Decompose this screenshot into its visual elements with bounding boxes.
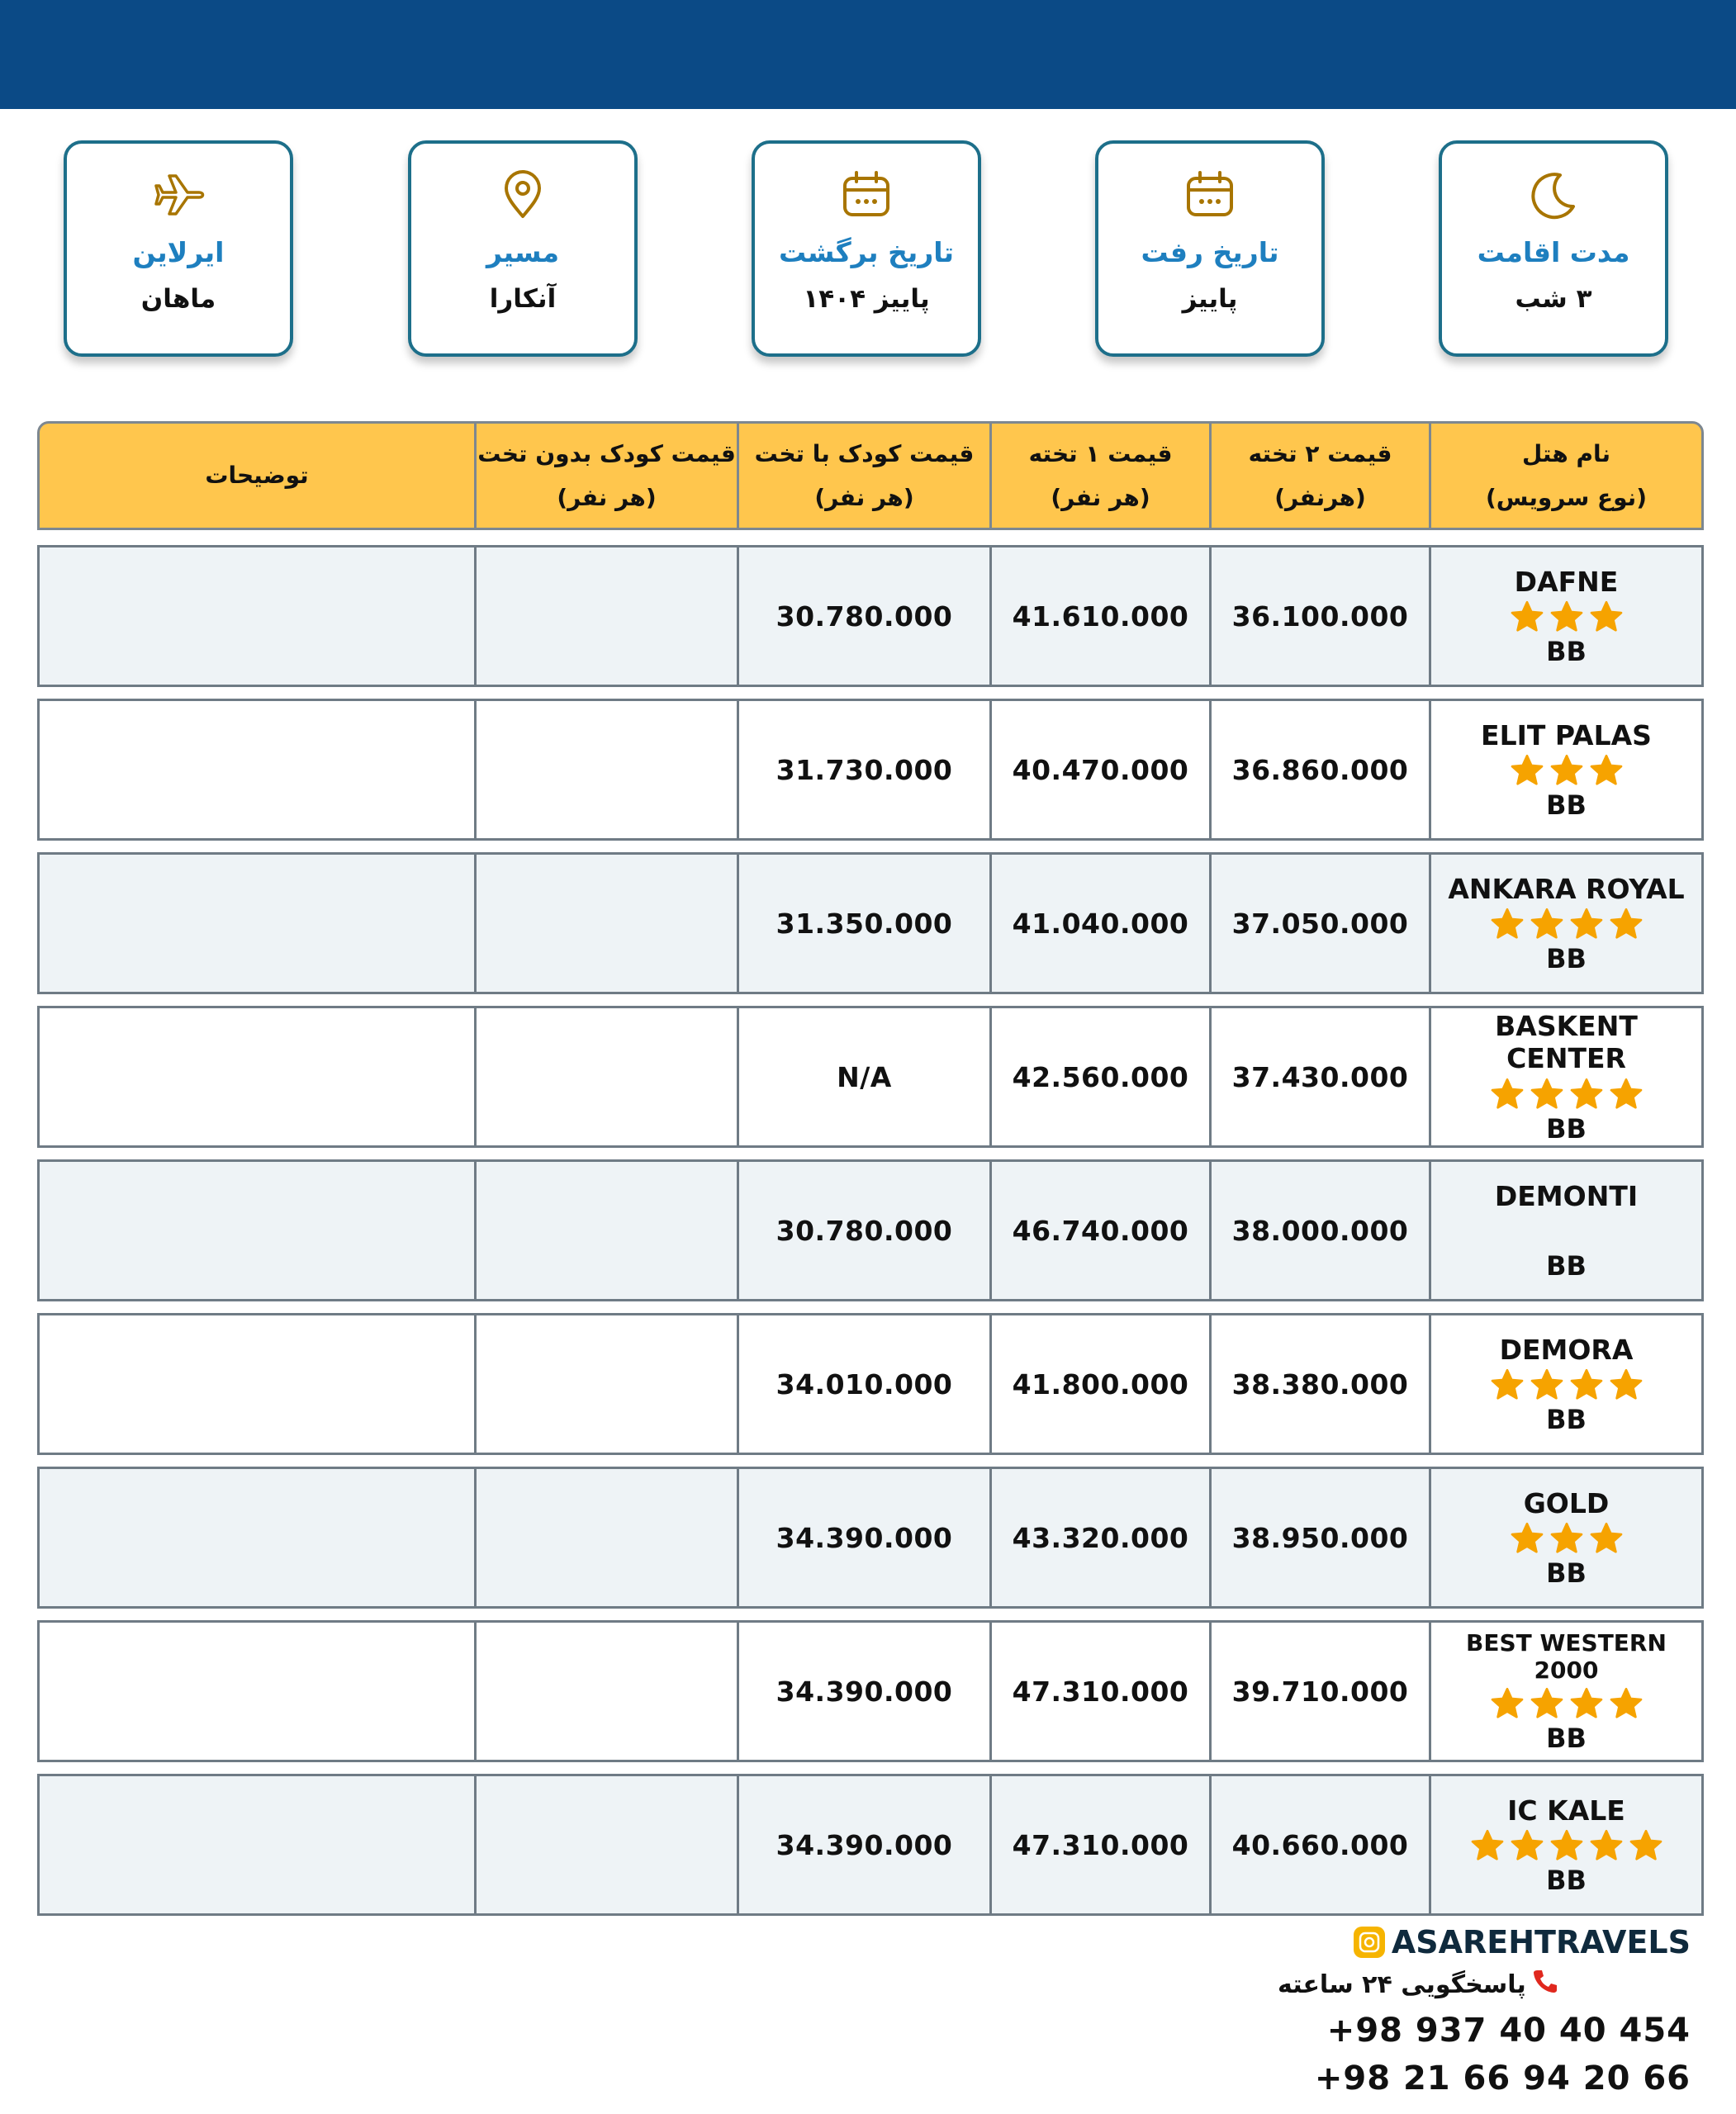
card-label: تاریخ برگشت bbox=[778, 236, 955, 268]
price-value: N/A bbox=[837, 1060, 892, 1093]
header-text: توضیحات bbox=[205, 462, 309, 490]
header-text: قیمت ۱ تخته bbox=[1028, 439, 1173, 467]
card-value: پاییز ۱۴۰۴ bbox=[803, 284, 930, 314]
star-icon bbox=[1608, 1367, 1644, 1404]
cell-price-double bbox=[1209, 547, 1429, 685]
support-text: پاسخگویی ۲۴ ساعته bbox=[1278, 1969, 1526, 1999]
header-text: قیمت کودک با تخت bbox=[754, 439, 975, 467]
star-icon bbox=[1509, 600, 1545, 636]
cell-child-no-bed bbox=[474, 1469, 737, 1606]
board-type: BB bbox=[1546, 1113, 1587, 1145]
cell-child-no-bed bbox=[474, 1776, 737, 1913]
header-child-no-bed bbox=[474, 424, 737, 528]
table-row bbox=[37, 1467, 1704, 1609]
header-subtext: (هر نفر) bbox=[557, 484, 657, 511]
price-value: 30.780.000 bbox=[776, 600, 953, 633]
cell-price-single bbox=[989, 855, 1209, 992]
cell-child-no-bed bbox=[474, 1008, 737, 1145]
price-value: 41.610.000 bbox=[1012, 600, 1189, 633]
star-icon bbox=[1568, 907, 1605, 943]
hotel-name: IC KALE bbox=[1507, 1794, 1625, 1827]
hotel-name: ANKARA ROYAL bbox=[1448, 872, 1685, 905]
cell-notes bbox=[40, 1623, 474, 1760]
top-banner bbox=[0, 0, 1736, 109]
price-value: 31.730.000 bbox=[776, 753, 953, 786]
cell-hotel bbox=[1429, 855, 1701, 992]
board-type: BB bbox=[1546, 943, 1587, 975]
price-value: 42.560.000 bbox=[1012, 1060, 1189, 1093]
calendar-icon bbox=[1098, 168, 1321, 226]
card-airline bbox=[64, 140, 293, 357]
phone-number-landline[interactable]: +98 21 66 94 20 66 bbox=[1314, 2059, 1691, 2097]
star-icon bbox=[1608, 1077, 1644, 1113]
cell-child-no-bed bbox=[474, 1162, 737, 1299]
cell-hotel bbox=[1429, 1776, 1701, 1913]
phone-icon bbox=[1531, 1967, 1559, 2002]
price-value: 41.800.000 bbox=[1012, 1367, 1189, 1401]
cell-child-no-bed bbox=[474, 1315, 737, 1453]
cell-price-single bbox=[989, 1469, 1209, 1606]
star-icon bbox=[1549, 753, 1585, 789]
cell-child-with-bed bbox=[737, 1315, 989, 1453]
card-return-date bbox=[752, 140, 981, 357]
price-value: 40.470.000 bbox=[1012, 753, 1189, 786]
price-value: 38.380.000 bbox=[1231, 1367, 1409, 1401]
price-value: 38.000.000 bbox=[1231, 1214, 1409, 1247]
cell-notes bbox=[40, 1162, 474, 1299]
star-icon bbox=[1489, 1367, 1525, 1404]
header-subtext: (هرنفر) bbox=[1274, 484, 1366, 511]
star-icon bbox=[1588, 600, 1625, 636]
star-icon bbox=[1489, 1686, 1525, 1723]
card-departure-date bbox=[1095, 140, 1325, 357]
table-row bbox=[37, 1774, 1704, 1916]
board-type: BB bbox=[1546, 636, 1587, 668]
star-rating bbox=[1489, 1075, 1644, 1115]
price-value: 34.010.000 bbox=[776, 1367, 953, 1401]
cell-child-with-bed bbox=[737, 1623, 989, 1760]
cell-price-double bbox=[1209, 1315, 1429, 1453]
star-icon bbox=[1568, 1367, 1605, 1404]
cell-price-single bbox=[989, 1623, 1209, 1760]
hotel-name: GOLD bbox=[1523, 1486, 1610, 1519]
cell-child-with-bed bbox=[737, 701, 989, 838]
cell-hotel bbox=[1429, 1162, 1701, 1299]
header-subtext: (نوع سرویس) bbox=[1486, 484, 1647, 511]
board-type: BB bbox=[1546, 1723, 1587, 1754]
cell-price-double bbox=[1209, 701, 1429, 838]
star-icon bbox=[1509, 1521, 1545, 1557]
cell-price-double bbox=[1209, 1776, 1429, 1913]
table-row bbox=[37, 852, 1704, 994]
cell-child-with-bed bbox=[737, 1162, 989, 1299]
star-icon bbox=[1529, 1686, 1565, 1723]
star-icon bbox=[1588, 753, 1625, 789]
brand bbox=[1278, 1924, 1691, 1960]
cell-notes bbox=[40, 1776, 474, 1913]
star-rating bbox=[1509, 1519, 1625, 1559]
cell-child-with-bed bbox=[737, 1008, 989, 1145]
table-row bbox=[37, 1620, 1704, 1762]
cell-child-no-bed bbox=[474, 547, 737, 685]
cell-child-with-bed bbox=[737, 547, 989, 685]
hotel-name: BEST WESTERN 2000 bbox=[1466, 1628, 1667, 1685]
header-price-single bbox=[989, 424, 1209, 528]
board-type: BB bbox=[1546, 1404, 1587, 1436]
header-subtext: (هر نفر) bbox=[814, 484, 914, 511]
star-rating bbox=[1489, 1685, 1644, 1724]
header-price-double bbox=[1209, 424, 1429, 528]
cell-hotel bbox=[1429, 1315, 1701, 1453]
cell-price-double bbox=[1209, 1008, 1429, 1145]
star-icon bbox=[1549, 1828, 1585, 1865]
price-value: 40.660.000 bbox=[1231, 1828, 1409, 1861]
cell-hotel bbox=[1429, 1469, 1701, 1606]
cell-price-single bbox=[989, 1162, 1209, 1299]
cell-hotel bbox=[1429, 1623, 1701, 1760]
price-value: 41.040.000 bbox=[1012, 907, 1189, 940]
star-icon bbox=[1628, 1828, 1664, 1865]
star-icon bbox=[1489, 1077, 1525, 1113]
star-icon bbox=[1509, 753, 1545, 789]
cell-price-single bbox=[989, 701, 1209, 838]
header-subtext: (هر نفر) bbox=[1051, 484, 1150, 511]
price-value: 34.390.000 bbox=[776, 1828, 953, 1861]
star-icon bbox=[1588, 1521, 1625, 1557]
header-text: قیمت ۲ تخته bbox=[1248, 439, 1392, 467]
card-value: پاییز bbox=[1182, 284, 1238, 314]
cell-hotel bbox=[1429, 701, 1701, 838]
header-notes bbox=[40, 424, 474, 528]
star-icon bbox=[1588, 1828, 1625, 1865]
cell-notes bbox=[40, 701, 474, 838]
table-row bbox=[37, 545, 1704, 687]
cell-child-no-bed bbox=[474, 855, 737, 992]
card-label: ایرلاین bbox=[132, 236, 225, 268]
star-rating bbox=[1469, 1827, 1664, 1866]
phone-number-mobile[interactable]: +98 937 40 40 454 bbox=[1326, 2012, 1691, 2050]
board-type: BB bbox=[1546, 1865, 1587, 1897]
star-icon bbox=[1529, 1077, 1565, 1113]
star-icon bbox=[1549, 1521, 1585, 1557]
card-label: مدت اقامت bbox=[1477, 236, 1630, 268]
table-row bbox=[37, 1006, 1704, 1148]
price-value: 43.320.000 bbox=[1012, 1521, 1189, 1554]
star-icon bbox=[1608, 907, 1644, 943]
cell-price-double bbox=[1209, 1469, 1429, 1606]
star-rating bbox=[1509, 598, 1625, 638]
table-row bbox=[37, 1313, 1704, 1455]
card-value: ۳ شب bbox=[1515, 284, 1592, 314]
cell-price-single bbox=[989, 1008, 1209, 1145]
cell-child-with-bed bbox=[737, 855, 989, 992]
star-icon bbox=[1568, 1686, 1605, 1723]
price-value: 47.310.000 bbox=[1012, 1828, 1189, 1861]
star-rating bbox=[1509, 751, 1625, 791]
card-value: آنکارا bbox=[489, 284, 557, 314]
star-icon bbox=[1568, 1077, 1605, 1113]
board-type: BB bbox=[1546, 1557, 1587, 1590]
cell-price-single bbox=[989, 1776, 1209, 1913]
cell-price-double bbox=[1209, 1162, 1429, 1299]
table-row bbox=[37, 1159, 1704, 1301]
cell-hotel bbox=[1429, 547, 1701, 685]
support-line bbox=[1278, 1967, 1691, 2002]
price-value: 36.100.000 bbox=[1231, 600, 1409, 633]
card-value: ماهان bbox=[140, 284, 216, 314]
cell-notes bbox=[40, 1008, 474, 1145]
location-pin-icon bbox=[411, 168, 634, 226]
cell-child-no-bed bbox=[474, 701, 737, 838]
footer-contact bbox=[1278, 1924, 1691, 2097]
header-text: قیمت کودک بدون تخت bbox=[477, 439, 736, 467]
hotel-name: ELIT PALAS bbox=[1481, 718, 1652, 751]
table-header bbox=[37, 421, 1704, 530]
cell-notes bbox=[40, 547, 474, 685]
star-rating bbox=[1489, 905, 1644, 945]
hotel-name: BASKENT CENTER bbox=[1495, 1009, 1638, 1075]
hotel-name: DEMONTI bbox=[1494, 1179, 1639, 1212]
table-row bbox=[37, 699, 1704, 841]
price-value: 37.430.000 bbox=[1231, 1060, 1409, 1093]
price-value: 34.390.000 bbox=[776, 1521, 953, 1554]
header-text: نام هتل bbox=[1521, 439, 1611, 467]
cell-price-single bbox=[989, 547, 1209, 685]
card-label: مسیر bbox=[486, 236, 559, 268]
star-icon bbox=[1529, 1367, 1565, 1404]
price-value: 47.310.000 bbox=[1012, 1675, 1189, 1708]
price-value: 31.350.000 bbox=[776, 907, 953, 940]
cell-child-with-bed bbox=[737, 1469, 989, 1606]
cell-price-double bbox=[1209, 855, 1429, 992]
board-type: BB bbox=[1546, 789, 1587, 822]
star-rating bbox=[1489, 1366, 1644, 1405]
hotel-name: DAFNE bbox=[1514, 565, 1619, 598]
cell-child-no-bed bbox=[474, 1623, 737, 1760]
cell-notes bbox=[40, 1469, 474, 1606]
star-icon bbox=[1608, 1686, 1644, 1723]
board-type: BB bbox=[1546, 1250, 1587, 1282]
price-value: 38.950.000 bbox=[1231, 1521, 1409, 1554]
brand-name: ASAREHTRAVELS bbox=[1391, 1924, 1691, 1960]
star-icon bbox=[1549, 600, 1585, 636]
price-value: 34.390.000 bbox=[776, 1675, 953, 1708]
star-icon bbox=[1489, 907, 1525, 943]
cell-hotel bbox=[1429, 1008, 1701, 1145]
star-icon bbox=[1529, 907, 1565, 943]
card-route bbox=[408, 140, 638, 357]
star-icon bbox=[1469, 1828, 1506, 1865]
cell-price-double bbox=[1209, 1623, 1429, 1760]
cell-child-with-bed bbox=[737, 1776, 989, 1913]
hotel-name: DEMORA bbox=[1499, 1333, 1634, 1366]
price-value: 39.710.000 bbox=[1231, 1675, 1409, 1708]
header-hotel bbox=[1429, 424, 1701, 528]
star-icon bbox=[1509, 1828, 1545, 1865]
price-value: 46.740.000 bbox=[1012, 1214, 1189, 1247]
price-value: 37.050.000 bbox=[1231, 907, 1409, 940]
price-value: 36.860.000 bbox=[1231, 753, 1409, 786]
cell-notes bbox=[40, 855, 474, 992]
card-stay-duration bbox=[1439, 140, 1668, 357]
cell-price-single bbox=[989, 1315, 1209, 1453]
card-label: تاریخ رفت bbox=[1141, 236, 1279, 268]
cell-notes bbox=[40, 1315, 474, 1453]
moon-icon bbox=[1442, 168, 1665, 226]
airplane-icon bbox=[67, 168, 290, 226]
header-child-with-bed bbox=[737, 424, 989, 528]
calendar-icon bbox=[755, 168, 978, 226]
price-value: 30.780.000 bbox=[776, 1214, 953, 1247]
instagram-icon bbox=[1354, 1927, 1385, 1958]
